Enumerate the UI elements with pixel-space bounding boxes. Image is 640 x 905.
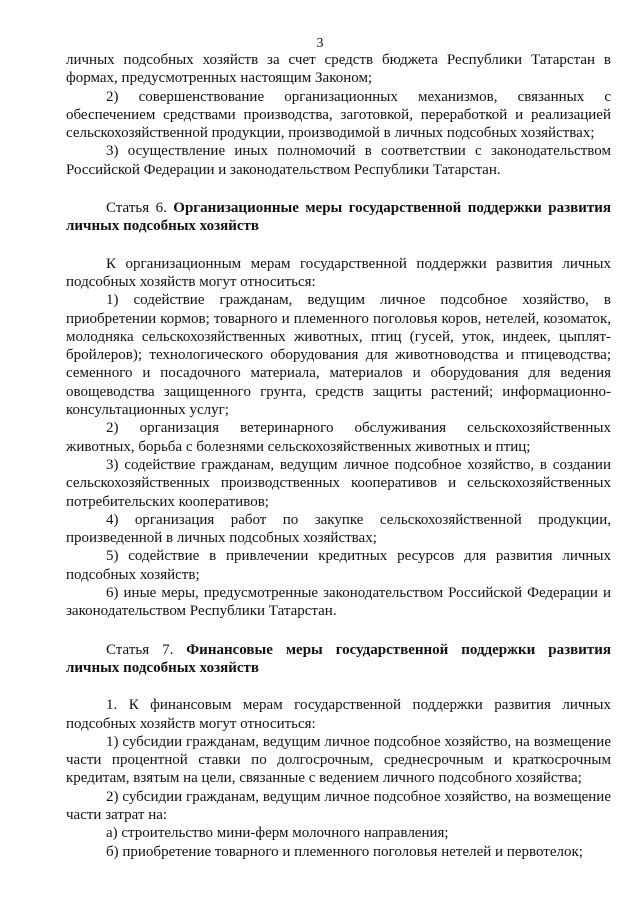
list-item: 2) субсидии гражданам, ведущим личное подсобное хозяйство, на возмещение части затрат на: [66,788,611,823]
page-number: 3 [316,36,324,51]
list-item: б) приобретение товарного и племенного поголовья нетелей и первотелок; [106,843,583,860]
list-item: а) строительство мини-ферм молочного направления; [106,825,449,842]
article-6-title [66,199,611,236]
article-7-heading: Финансовые меры государственной поддержки развития личных подсобных хозяйств [66,641,611,676]
paragraph: 2) совершенствование организационных механизмов, связанных с обеспечением средствами производства, заготовкой, переработкой и реализацией сельскохозяйственной продукции, производимой в личных подсобных хозяйствах; [66,88,611,142]
paragraph: 3) осуществление иных полномочий в соответствии с законодательством Российской Федерации и законодательством Республики Татарстан. [66,143,611,178]
list-item: 1) содействие гражданам, ведущим личное подсобное хозяйство, в приобретении кормов; товарного и племенного поголовья коров, нетелей, козоматок, молодняка сельскохозяйственных животных, птиц (гусей, уток, индеек, цыплят-бройлеров); технологического оборудования для животноводства и птицеводства; семенного и посадочного материала, материалов и оборудования для ведения овощеводства защищенного грунта, средств защиты растений; информационно-консультационных услуг; [66,292,611,419]
article-7-title [66,641,611,678]
article-6-label: Статья 6. [106,200,167,217]
list-item: 6) иные меры, предусмотренные законодательством Российской Федерации и законодательством Республики Татарстан. [66,585,611,620]
document-body [66,51,611,861]
list-item: 4) организация работ по закупке сельскохозяйственной продукции, произведенной в личных подсобных хозяйствах; [66,511,611,547]
article-6-heading: Организационные меры государственной поддержки развития личных подсобных хозяйств [66,200,612,235]
list-item: 5) содействие в привлечении кредитных ресурсов для развития личных подсобных хозяйств; [66,548,611,583]
list-item: 1) субсидии гражданам, ведущим личное подсобное хозяйство, на возмещение части процентной ставки по долгосрочным, среднесрочным и краткосрочным кредитам, взятым на цели, связанные с ведением личного подсобного хозяйства; [66,733,611,787]
article-7-intro: 1. К финансовым мерам государственной поддержки развития личных подсобных хозяйств могут относиться: [66,697,611,732]
list-item: 2) организация ветеринарного обслуживания сельскохозяйственных животных, борьба с болезнями сельскохозяйственных животных и птиц; [66,420,611,455]
paragraph: личных подсобных хозяйств за счет средств бюджета Республики Татарстан в формах, предусмотренных настоящим Законом; [66,52,611,87]
list-item: 3) содействие гражданам, ведущим личное подсобное хозяйство, в создании сельскохозяйственных производственных кооперативов и сельскохозяйственных потребительских кооперативов; [66,456,611,510]
spacer [66,236,611,255]
article-7-label: Статья 7. [106,641,174,658]
spacer [66,677,611,696]
article-6-intro: К организационным мерам государственной поддержки развития личных подсобных хозяйств могут относиться: [66,255,611,290]
